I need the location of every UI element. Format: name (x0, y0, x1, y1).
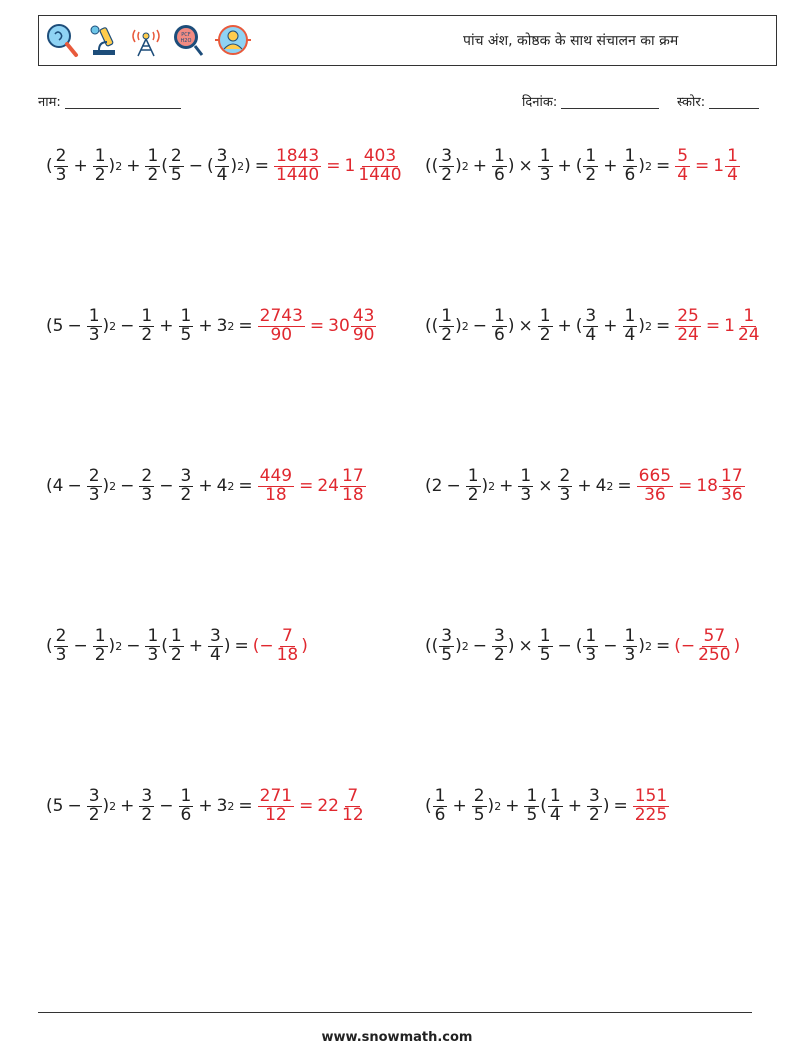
answer-7: (− $\frac{7}{18}$ ) (252, 626, 308, 665)
problem-4: (( $\frac{1}{2}$ ) 2 − $\frac{1}{6}$ ) × $\frac{1}{2}$ + ( $\frac{3}{4}$ + $\frac{1}{4}$ ) 2 = $\frac{25}{24}$ = 1 $\frac{1}{24}$ (425, 308, 763, 345)
problem-8: (( $\frac{3}{5}$ ) 2 − $\frac{3}{2}$ ) × $\frac{1}{5}$ − ( $\frac{1}{3}$ − $\frac{1}{3}$ ) 2 = (− $\frac{57}{250}$ ) (425, 626, 741, 665)
name-label: नाम: (38, 95, 61, 110)
problem-10: ( $\frac{1}{6}$ + $\frac{2}{5}$ ) 2 + $\frac{1}{5}$ ( $\frac{1}{4}$ + $\frac{3}{2}$ ) = $\frac{151}{225}$ (425, 788, 670, 825)
problem-2: (( $\frac{3}{2}$ ) 2 + $\frac{1}{6}$ ) × $\frac{1}{3}$ + ( $\frac{1}{2}$ + $\frac{1}{6}$ ) 2 = $\frac{5}{4}$ = 1 $\frac{1}{4}$ (425, 148, 741, 185)
answer-3: $\frac{2743}{90}$ = 30 $\frac{43}{90}$ (259, 306, 375, 345)
chemistry-badge-icon (171, 22, 205, 58)
svg-text:H2O: H2O (180, 38, 192, 44)
answer-5: $\frac{449}{18}$ = 24 $\frac{17}{18}$ (259, 466, 364, 505)
answer-8: (− $\frac{57}{250}$ ) (674, 626, 741, 665)
user-target-icon (213, 22, 253, 58)
score-label: स्कोर: (677, 95, 706, 110)
name-blank (65, 94, 181, 109)
answer-6: $\frac{665}{36}$ = 18 $\frac{17}{36}$ (638, 466, 743, 505)
answer-4: $\frac{25}{24}$ = 1 $\frac{1}{24}$ (677, 306, 760, 345)
date-blank (561, 94, 659, 109)
antenna-tower-icon (129, 22, 163, 58)
problem-6: (2 − $\frac{1}{2}$ ) 2 + $\frac{1}{3}$ × $\frac{2}{3}$ + 4 2 = $\frac{665}{36}$ = 18 $\frac{17}{36}$ (425, 468, 746, 505)
problem-7: ( $\frac{2}{3}$ − $\frac{1}{2}$ ) 2 − $\frac{1}{3}$ ( $\frac{1}{2}$ + $\frac{3}{4}$ ) = (− $\frac{7}{18}$ ) (46, 626, 308, 665)
header-box (38, 15, 777, 66)
problem-3: (5 − $\frac{1}{3}$ ) 2 − $\frac{1}{2}$ + $\frac{1}{5}$ + 3 2 = $\frac{2743}{90}$ = 30 $\frac{43}{90}$ (46, 308, 377, 345)
microscope-icon (87, 22, 121, 58)
footer-divider (38, 1012, 752, 1013)
score-blank (709, 94, 759, 109)
problem-1: ( $\frac{2}{3}$ + $\frac{1}{2}$ ) 2 + $\frac{1}{2}$ ( $\frac{2}{5}$ − ( $\frac{3}{4}$ ) 2 ) = $\frac{1843}{1440}$ = 1 $\frac{403}{1440}$ (46, 148, 405, 185)
footer-site[interactable]: www.snowmath.com (321, 1030, 473, 1045)
answer-9: $\frac{271}{12}$ = 22 $\frac{7}{12}$ (259, 786, 364, 825)
score-field (677, 92, 759, 110)
date-field (522, 92, 659, 110)
date-label: दिनांक: (522, 95, 558, 110)
problem-5: (4 − $\frac{2}{3}$ ) 2 − $\frac{2}{3}$ − $\frac{3}{2}$ + 4 2 = $\frac{449}{18}$ = 24 $\frac{17}{18}$ (46, 468, 367, 505)
magnifier-icon (45, 22, 79, 58)
worksheet-title: पांच अंश, कोष्ठक के साथ संचालन का क्रम (463, 33, 679, 49)
icon-row (45, 22, 253, 58)
answer-2: $\frac{5}{4}$ = 1 $\frac{1}{4}$ (677, 146, 738, 185)
problem-9: (5 − $\frac{3}{2}$ ) 2 + $\frac{3}{2}$ − $\frac{1}{6}$ + 3 2 = $\frac{271}{12}$ = 22 $\frac{7}{12}$ (46, 788, 367, 825)
answer-1: $\frac{1843}{1440}$ = 1 $\frac{403}{1440}$ (275, 146, 402, 185)
name-field (38, 92, 181, 110)
answer-10: $\frac{151}{225}$ (634, 786, 668, 825)
svg-text:PCF: PCF (181, 32, 191, 38)
